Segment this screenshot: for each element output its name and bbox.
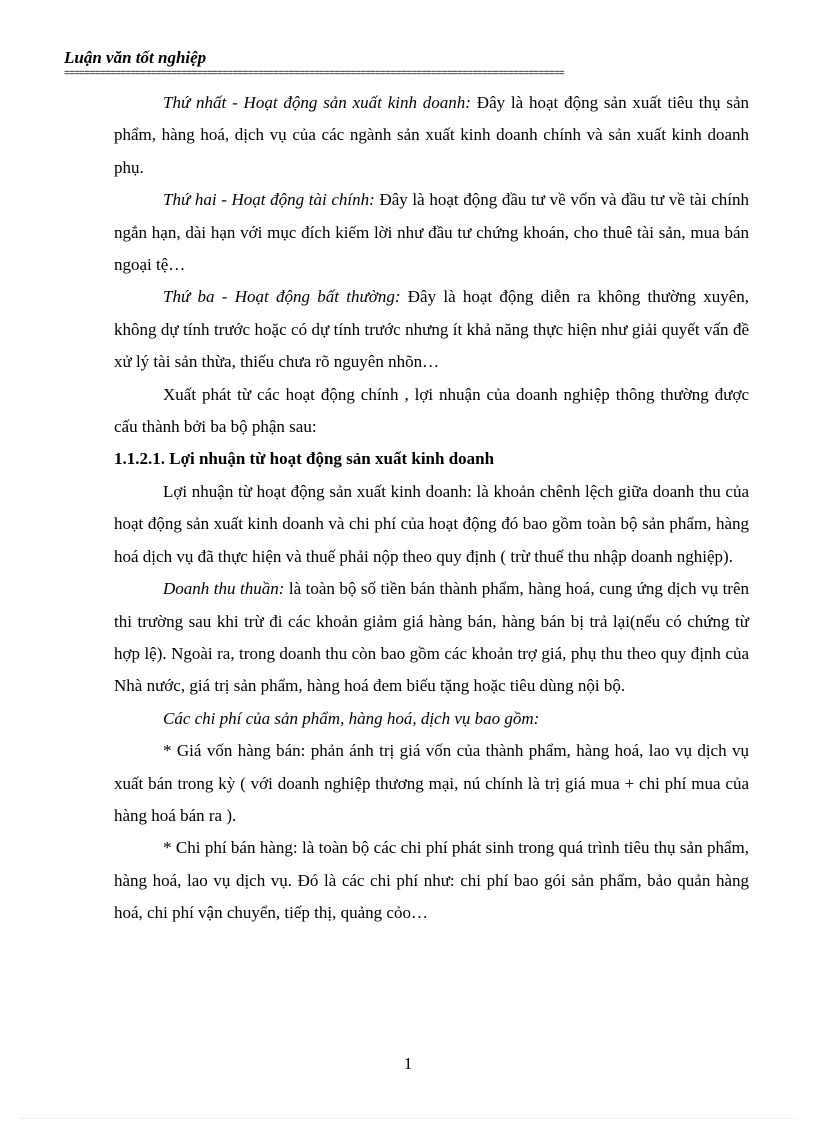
paragraph-costs-intro	[114, 703, 749, 735]
header-divider: ==================================================================================================	[64, 70, 564, 80]
page-number: 1	[403, 1054, 413, 1073]
document-header-title: Luận văn tốt nghiệp	[64, 48, 207, 67]
paragraph-lead: Các chi phí của sản phẩm, hàng hoá, dịch vụ bao gồm:	[163, 708, 540, 728]
paragraph-lead: Thứ ba - Hoạt động bất thường:	[163, 287, 401, 307]
paragraph-selling-expenses	[114, 832, 749, 929]
paragraph-text: Đây là hoạt động đầu tư về vốn và đầu tư về tài chính ngắn hạn, dài hạn với mục đích kiếm lời như đầu tư chứng khoán, cho thuê tài sản, mua bán ngoại tệ…	[114, 190, 749, 275]
paragraph-lead: Thứ nhất - Hoạt động sản xuất kinh doanh:	[163, 93, 471, 112]
section-heading: 1.1.2.1. Lợi nhuận từ hoạt động sản xuất kinh doanh	[114, 449, 495, 469]
paragraph-net-revenue	[114, 573, 749, 703]
paragraph-text: Đây là hoạt động diễn ra không thường xuyên, không dự tính trước hoặc có dự tính trước nhưng ít khả năng thực hiện như giải quyết vấn đề xử lý tài sản thừa, thiếu chưa rõ nguyên nhõn…	[114, 287, 749, 372]
paragraph-text: Đây là hoạt động sản xuất tiêu thụ sản phẩm, hàng hoá, dịch vụ của các ngành sản xuất kinh doanh chính và sản xuất kinh doanh phụ.	[114, 93, 749, 177]
paragraph-text: là toàn bộ số tiền bán thành phẩm, hàng hoá, cung ứng dịch vụ trên thi trường sau khi trừ đi các khoản giảm giá hàng bán, hàng bán bị trả lại(nếu có chứng từ hợp lệ). Ngoài ra, trong doanh thu còn bao gồm các khoản trợ giá, phụ thu theo quy định của Nhà nước, giá trị sản phẩm, hàng hoá đem biếu tặng hoặc tiêu dùng nội bộ.	[114, 579, 749, 696]
paragraph-profit-definition	[114, 476, 749, 573]
paragraph-text: * Chi phí bán hàng: là toàn bộ các chi phí phát sinh trong quá trình tiêu thụ sản phẩm, hàng hoá, lao vụ dịch vụ. Đó là các chi phí như: chi phí bao gói sản phẩm, bảo quản hàng hoá, chi phí vận chuyển, tiếp thị, quảng cỏo…	[114, 838, 749, 923]
paragraph-lead: Thứ hai - Hoạt động tài chính:	[163, 190, 375, 210]
paragraph-text: Lợi nhuận từ hoạt động sản xuất kinh doanh: là khoản chênh lệch giữa doanh thu của hoạt động sản xuất kinh doanh và chi phí của hoạt động đó bao gồm toàn bộ sản phẩm, hàng hoá dịch vụ đã thực hiện và thuế phải nộp theo quy định ( trừ thuế thu nhập doanh nghiệp).	[114, 481, 749, 566]
page-bottom-border	[20, 1118, 796, 1119]
paragraph-intro-components	[114, 379, 749, 444]
paragraph-activity-2	[114, 184, 749, 281]
paragraph-text: Xuất phát từ các hoạt động chính , lợi nhuận của doanh nghiệp thông thường được cấu thành bởi ba bộ phận sau:	[114, 384, 749, 437]
paragraph-text: * Giá vốn hàng bán: phản ánh trị giá vốn của thành phẩm, hàng hoá, lao vụ dịch vụ xuất bán trong kỳ ( với doanh nghiệp thương mại, nú chính là trị giá mua + chi phí mua của hàng hoá bán ra ).	[114, 741, 749, 825]
document-body	[114, 87, 749, 930]
paragraph-lead: Doanh thu thuần:	[163, 579, 285, 599]
paragraph-cost-of-goods	[114, 735, 749, 832]
paragraph-activity-3	[114, 281, 749, 378]
paragraph-activity-1	[114, 87, 749, 184]
